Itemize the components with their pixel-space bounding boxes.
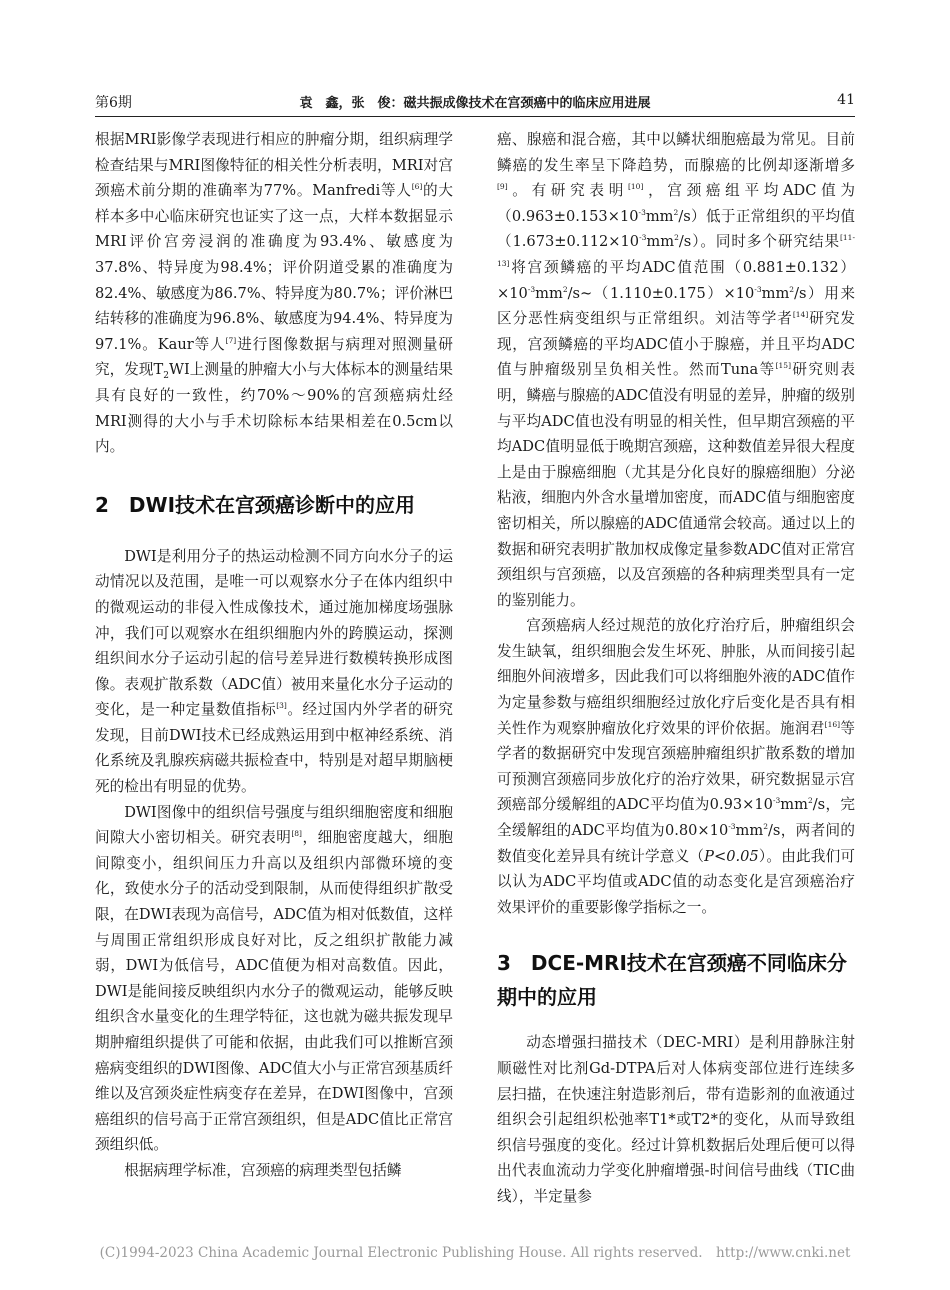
citation[interactable]: [14] (792, 310, 809, 320)
right-column (497, 127, 855, 1210)
paragraph-pathology: 根据病理学标准，宫颈癌的病理类型包括鳞 (124, 1161, 402, 1179)
copyright-footer: (C)1994-2023 China Academic Journal Electronic Publishing House. All rights reserved. http://www.cnki.net (99, 1245, 851, 1261)
issue-number: 第6期 (95, 95, 132, 111)
citation[interactable]: [3] (276, 701, 287, 711)
citation[interactable]: [10] (627, 182, 644, 192)
citation[interactable]: [15] (775, 361, 791, 371)
paragraph-mri-staging: 根据MRI影像学表现进行相应的肿瘤分期，组织病理学检查结果与MRI图像特征的相关性分析表明，MRI对宫颈癌术前分期的准确率为77%。Manfredi等人[6]的大样本多中心临床研究也证实了这一点，大样本数据显示MRI评价宫旁浸润的准确度为93.4%、敏感度为37.8%、特异度为98.4%；评价阴道受累的准确度为82.4%、敏感度为86.7%、特异度为80.7%；评价淋巴结转移的准确度为96.8%、敏感度为94.4%、特异度为97.1%。Kaur等人[7]进行图像数据与病理对照测量研究，发现$T_2WI$上测量的肿瘤大小与大体标本的测量结果具有良好的一致性，约70%～90%的宫颈癌病灶经MRI测得的大小与手术切除标本结果相差在0.5cm以内。 (95, 131, 453, 456)
citation[interactable]: [16] (824, 719, 841, 729)
citation[interactable]: [8] (291, 829, 302, 839)
paragraph-adc-values: 癌、腺癌和混合癌，其中以鳞状细胞癌最为常见。目前鳞癌的发生率呈下降趋势，而腺癌的比例却逐渐增多[9]。有研究表明[10]，宫颈癌组平均ADC值为$(0.963\pm 0.153\times 10^{-3}mm^2/s)$低于正常组织的平均值$(1.673\pm 0.112\times 10^{-3}mm^2/s)$。同时多个研究结果[11-13]将宫颈鳞癌的平均ADC值范围$(0.881\pm 0.132)\times 10^{-3}mm^2/s\sim(1.110\pm 0.175)\times 10^{-3}mm^2/s$）用来区分恶性病变组织与正常组织。刘洁等学者[14]研究发现，宫颈鳞癌的平均ADC值小于腺癌，并且平均ADC值与肿瘤级别呈负相关性。然而Tuna等[15]研究则表明，鳞癌与腺癌的ADC值没有明显的差异，肿瘤的级别与平均ADC值也没有明显的相关性，但早期宫颈癌的平均ADC值明显低于晚期宫颈癌，这种数值差异很大程度上是由于腺癌细胞（尤其是分化良好的腺癌细胞）分泌粘液，细胞内外含水量增加密度，而ADC值与细胞密度密切相关，所以腺癌的ADC值通常会较高。通过以上的数据和研究表明扩散加权成像定量参数ADC值对正常宫颈组织与宫颈癌，以及宫颈癌的各种病理类型具有一定的鉴别能力。 (497, 131, 855, 609)
citation[interactable]: [7] (225, 335, 237, 345)
paragraph-dwi-signal: DWI图像中的组织信号强度与组织细胞密度和细胞间隙大小密切相关。研究表明[8]，细胞密度越大，细胞间隙变小，组织间压力升高以及组织内部微环境的变化，致使水分子的活动受到限制，从而使得组织扩散受限，在DWI表现为高信号，ADC值为相对低数值，这样与周围正常组织形成良好对比，反之组织扩散能力减弱，DWI为低信号，ADC值便为相对高数值。因此，DWI是能间接反映组织内水分子的微观运动，能够反映组织含水量变化的生理学特征，这也就为磁共振发现早期肿瘤组织提供了可能和依据，由此我们可以推断宫颈癌病变组织的DWI图像、ADC值大小与正常宫颈基质纤维以及宫颈炎症性病变存在差异，在DWI图像中，宫颈癌组织的信号高于正常宫颈组织，但是ADC值比正常宫颈组织低。 (95, 803, 453, 1154)
header-divider (95, 116, 855, 117)
citation[interactable]: [9] (497, 182, 508, 192)
running-title: 袁 鑫，张 俊：磁共振成像技术在宫颈癌中的临床应用进展 (299, 96, 651, 111)
citation[interactable]: [11-13] (497, 233, 855, 269)
section-3-heading: 3 DCE-MRI技术在宫颈癌不同临床分期中的应用 (497, 951, 847, 1010)
page-number: 41 (837, 92, 855, 108)
paragraph-dce-mri: 动态增强扫描技术（DEC-MRI）是利用静脉注射顺磁性对比剂Gd-DTPA后对人体病变部位进行连续多层扫描，在快速注射造影剂后，带有造影剂的血液通过组织会引起组织松弛率T1*或T2*的变化，从而导致组织信号强度的变化。经过计算机数据后处理后便可以得出代表血流动力学变化肿瘤增强-时间信号曲线（TIC曲线），半定量参 (497, 1034, 855, 1205)
running-header (95, 92, 855, 114)
section-2-heading: 2 DWI技术在宫颈癌诊断中的应用 (95, 492, 416, 517)
left-column (95, 127, 453, 1184)
citation[interactable]: [6] (411, 182, 423, 192)
paragraph-dwi-intro: DWI是利用分子的热运动检测不同方向水分子的运动情况以及范围，是唯一可以观察水分子在体内组织中的微观运动的非侵入性成像技术，通过施加梯度场强脉冲，我们可以观察水在组织细胞内外的跨膜运动，探测组织间水分子运动引起的信号差异进行数模转换形成图像。表观扩散系数（ADC值）被用来量化水分子运动的变化，是一种定量数值指标[3]。经过国内外学者的研究发现，目前DWI技术已经成熟运用到中枢神经系统、消化系统及乳腺疾病磁共振检查中，特别是对超早期脑梗死的检出有明显的优势。 (95, 547, 453, 796)
paragraph-chemoradiotherapy: 宫颈癌病人经过规范的放化疗治疗后，肿瘤组织会发生缺氧，组织细胞会发生坏死、肿胀，从而间接引起细胞外间液增多，因此我们可以将细胞外液的ADC值作为定量参数与癌组织细胞经过放化疗后变化是否具有相关性作为观察肿瘤放化疗效果的评价依据。施润君[16]等学者的数据研究中发现宫颈癌肿瘤组织扩散系数的增加可预测宫颈癌同步放化疗的治疗效果，研究数据显示宫颈癌部分缓解组的ADC平均值为$0.93\times 10^{-3}mm^2/s$，完全缓解组的ADC平均值为$0.80\times 10^{-3}mm^2/s$，两者间的数值变化差异具有统计学意义（P<0.05）。由此我们可以认为ADC平均值或ADC值的动态变化是宫颈癌治疗效果评价的重要影像学指标之一。 (497, 617, 855, 916)
